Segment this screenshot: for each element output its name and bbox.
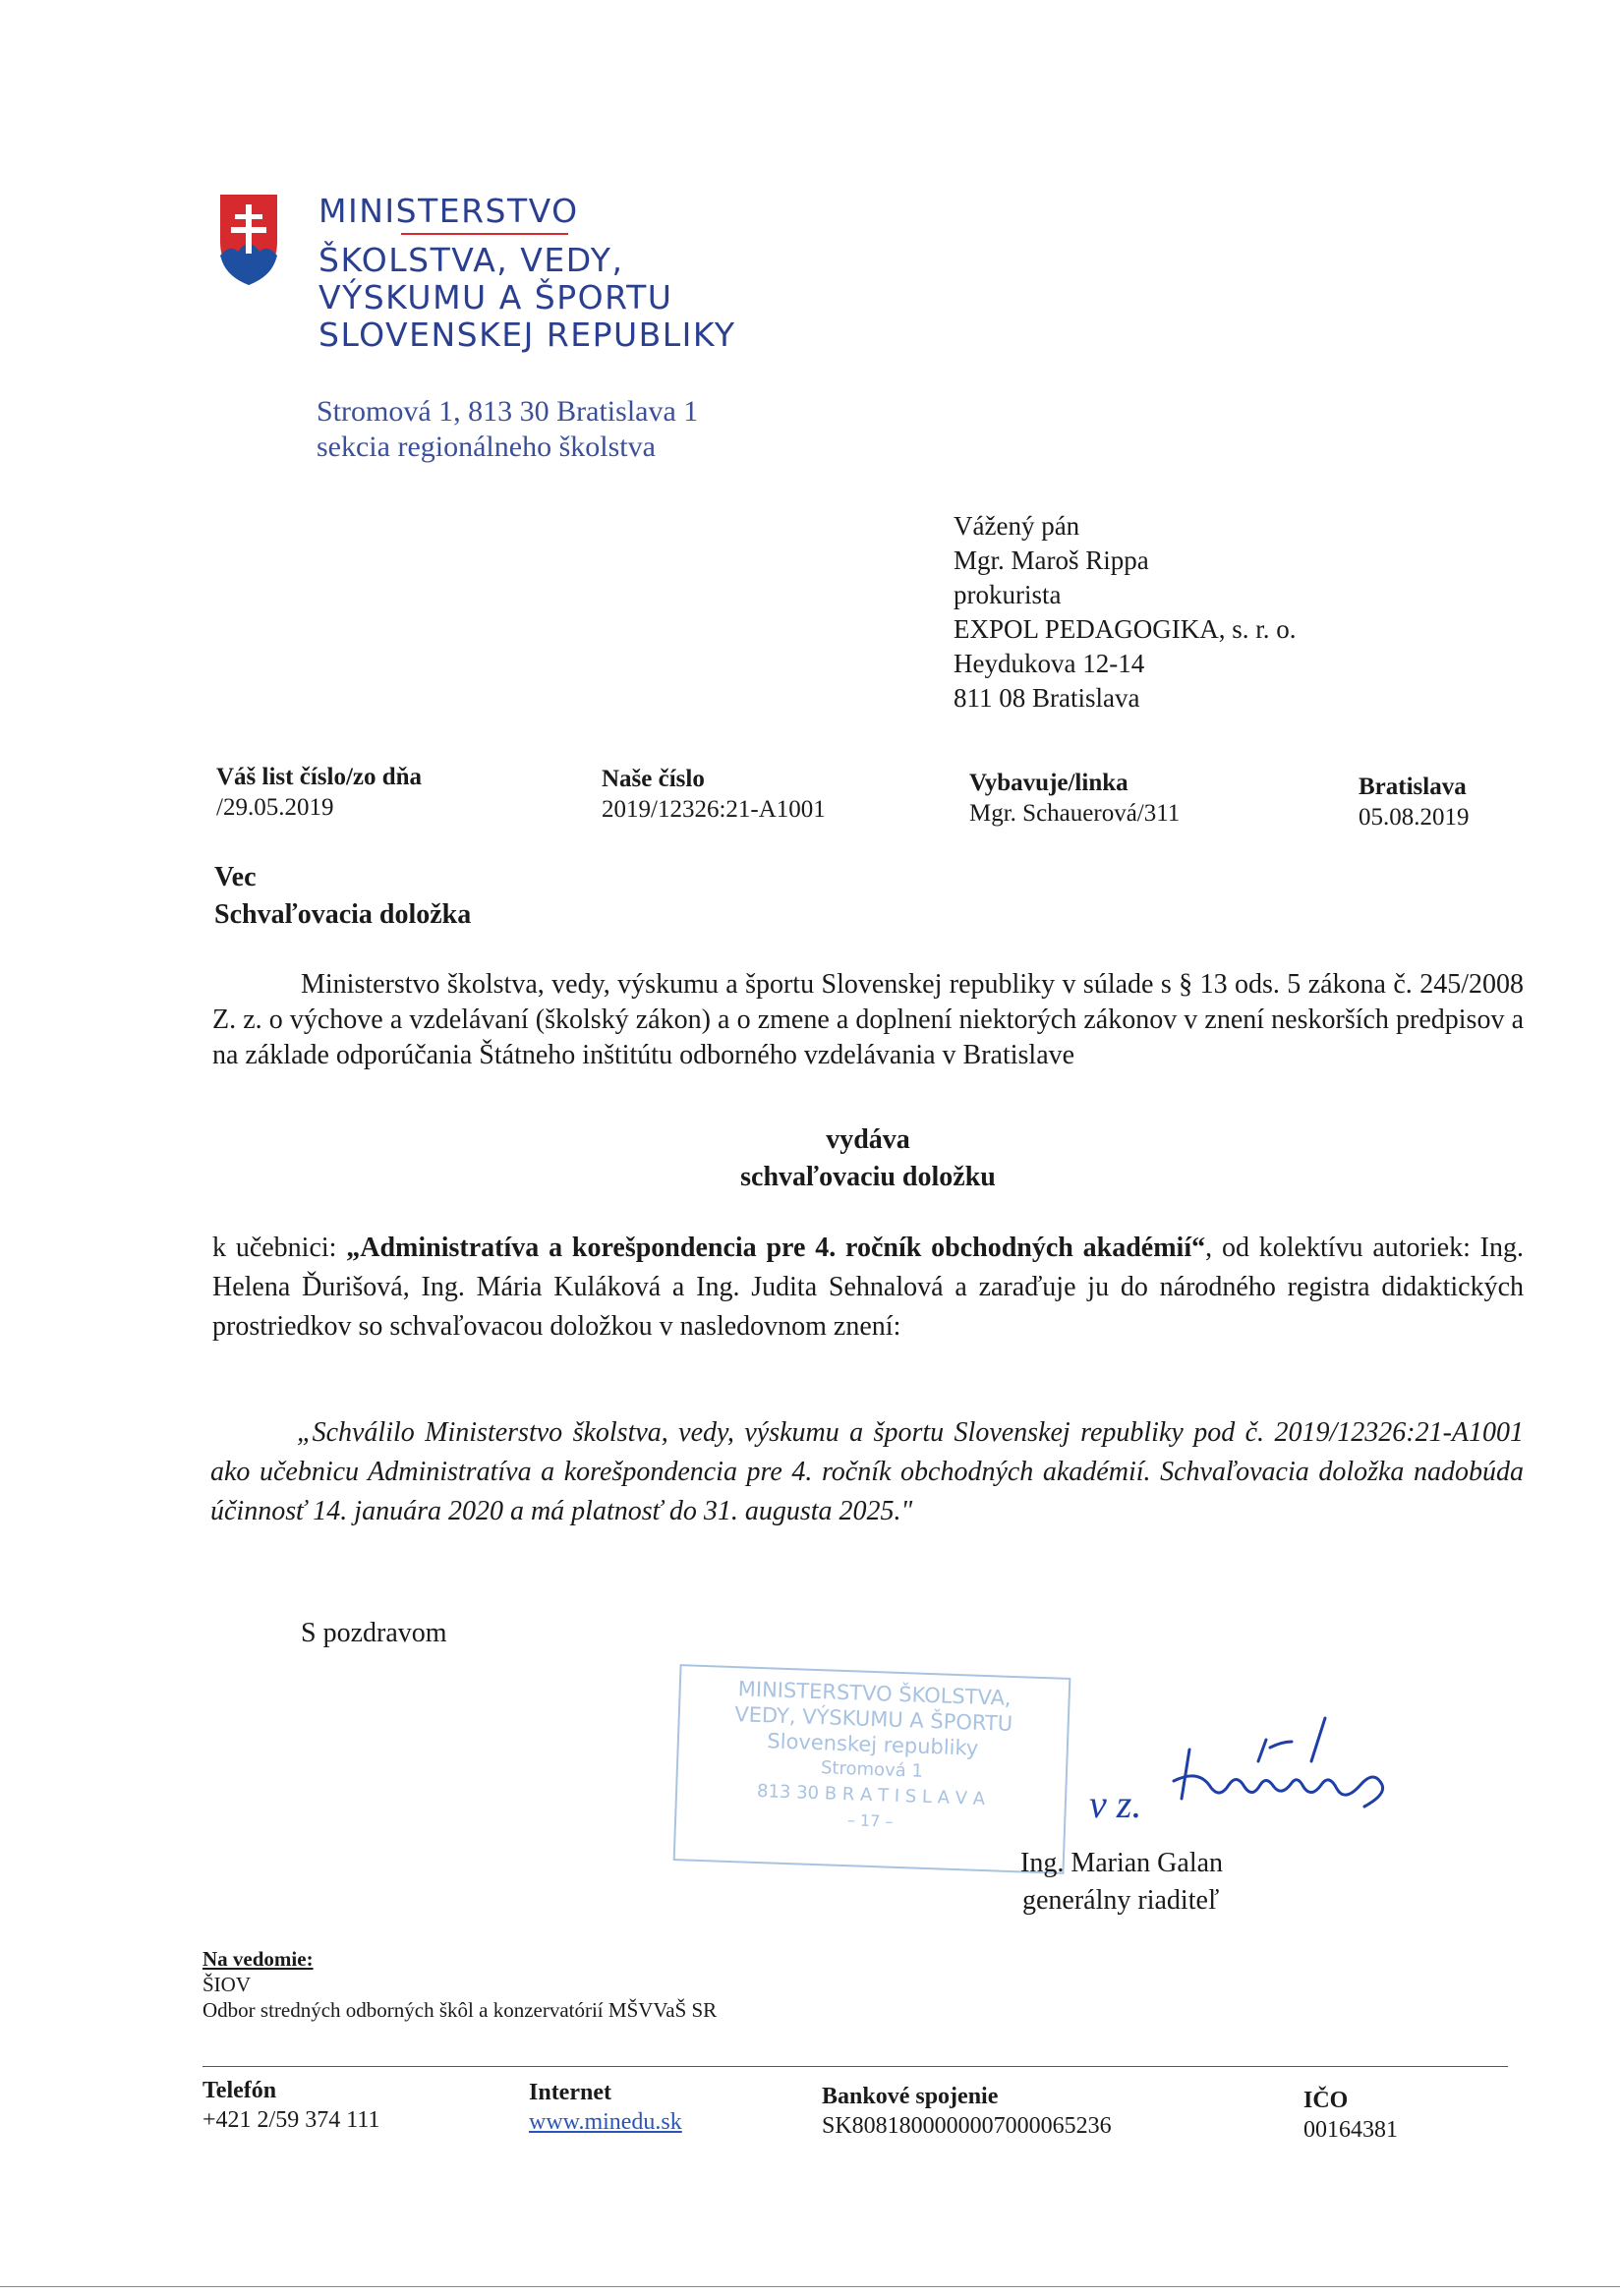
signature-prefix: v z. — [1089, 1782, 1142, 1826]
stamp-line3: Slovenskej republiky — [767, 1729, 979, 1760]
recipient-role: prokurista — [954, 580, 1062, 609]
footer-ico — [1303, 2086, 1398, 2145]
footer-phone — [202, 2076, 379, 2135]
stamp-line5: 813 30 B R A T I S L A V A — [756, 1780, 986, 1810]
page-bottom-edge — [0, 2286, 1620, 2287]
footer-internet — [529, 2078, 682, 2137]
recipient-salutation: Vážený pán — [954, 511, 1080, 541]
handwritten-signature — [1168, 1691, 1404, 1828]
stamp-line1: MINISTERSTVO ŠKOLSTVA, — [737, 1677, 1012, 1710]
textbook-title: „Administratíva a korešpondencia pre 4. ročník obchodných akadémií“ — [346, 1233, 1206, 1263]
stamp-line4: Stromová 1 — [820, 1757, 924, 1782]
approval-quote — [210, 1413, 1524, 1531]
ref-our-number-value: 2019/12326:21-A1001 — [602, 796, 826, 823]
textbook-paragraph — [212, 1229, 1524, 1347]
signatory-name: Ing. Marian Galan — [1020, 1848, 1224, 1878]
approval-quote-text: „Schválilo Ministerstvo školstva, vedy, výskumu a športu Slovenskej republiky pod č. 2019/12326:21-A1001 ako učebnicu Administratíva a korešpondencia pre 4. ročník obchodných akadémií. Schvaľovacia doložka nadobúda účinnosť 14. januára 2020 a má platnosť do 31. augusta 2025." — [210, 1417, 1524, 1526]
signatory-title: generálny riaditeľ — [1022, 1885, 1220, 1916]
ref-handled-by-label: Vybavuje/linka — [969, 770, 1128, 796]
footer-ico-value: 00164381 — [1303, 2117, 1398, 2143]
subject-block — [214, 859, 471, 934]
ref-handled-by-value: Mgr. Schauerová/311 — [969, 800, 1181, 827]
recipient-city: 811 08 Bratislava — [954, 683, 1140, 713]
recipient-company: EXPOL PEDAGOGIKA, s. r. o. — [954, 614, 1297, 644]
ministry-section: sekcia regionálneho školstva — [317, 430, 656, 463]
footer-internet-label: Internet — [529, 2080, 611, 2105]
cc-label: Na vedomie: — [202, 1947, 314, 1971]
approval-clause-heading: schvaľovaciu doložku — [740, 1162, 996, 1192]
recipient-block — [954, 509, 1406, 716]
stamp-line6: – 17 – — [846, 1810, 894, 1831]
ref-place-label: Bratislava — [1359, 774, 1467, 800]
letterhead — [218, 193, 769, 370]
footer-ico-label: IČO — [1303, 2088, 1349, 2113]
textbook-prefix: k učebnici: — [212, 1233, 347, 1263]
textbook-rest: , od kolektívu autoriek: Ing. Helena Ďurišová, Ing. Mária Kuláková a Ing. Judita Sehnalová a zaraďuje ju do národného registra didaktických prostriedkov so schvaľovacou doložkou v nasledovnom znení: — [212, 1233, 1525, 1342]
ref-your-letter-value: /29.05.2019 — [216, 794, 334, 821]
footer-bank-value: SK8081800000007000065236 — [822, 2113, 1112, 2139]
ministry-name-line3: VÝSKUMU A ŠPORTU — [318, 278, 673, 316]
footer-divider — [202, 2066, 1508, 2067]
footer-phone-value: +421 2/59 374 111 — [202, 2107, 380, 2133]
logo-underline — [401, 233, 568, 235]
ministry-name-line4: SLOVENSKEJ REPUBLIKY — [318, 316, 736, 354]
official-stamp — [673, 1664, 1071, 1874]
cc-item: ŠIOV — [202, 1973, 252, 1996]
footer-bank-label: Bankové spojenie — [822, 2084, 999, 2109]
recipient-street: Heydukova 12-14 — [954, 649, 1145, 678]
closing-greeting: S pozdravom — [301, 1618, 447, 1648]
ref-your-letter-label: Váš list číslo/zo dňa — [216, 764, 423, 790]
cc-item: Odbor stredných odborných škôl a konzervatórií MŠVVaŠ SR — [202, 1998, 718, 2022]
ministry-name-line2: ŠKOLSTVA, VEDY, — [318, 241, 624, 279]
intro-paragraph — [212, 967, 1524, 1073]
ref-our-number-label: Naše číslo — [602, 766, 705, 792]
ministry-address: Stromová 1, 813 30 Bratislava 1 — [317, 395, 699, 428]
cc-block — [202, 1946, 717, 2023]
ref-date-value: 05.08.2019 — [1359, 804, 1470, 831]
ministry-name-line1: MINISTERSTVO — [318, 192, 579, 230]
ref-your-letter — [216, 763, 422, 824]
stamp-line2: VEDY, VÝSKUMU A ŠPORTU — [733, 1702, 1013, 1736]
footer-website-link[interactable]: www.minedu.sk — [529, 2109, 682, 2135]
intro-text: Ministerstvo školstva, vedy, výskumu a športu Slovenskej republiky v súlade s § 13 ods. 5 zákona č. 245/2008 Z. z. o výchove a vzdelávaní (školský zákon) a o zmene a doplnení niektorých zákonov v znení neskorších predpisov a na základe odporúčania Štátneho inštitútu odborného vzdelávania v Bratislave — [212, 969, 1524, 1070]
issues-word: vydáva — [826, 1124, 910, 1155]
ref-place-date — [1359, 773, 1470, 833]
slovak-crest-icon — [218, 193, 279, 287]
subject-title: Schvaľovacia doložka — [214, 899, 472, 930]
footer-phone-label: Telefón — [202, 2078, 277, 2103]
subject-label: Vec — [214, 862, 257, 892]
ref-our-number — [602, 765, 826, 826]
footer-bank — [822, 2082, 1112, 2141]
recipient-name: Mgr. Maroš Rippa — [954, 545, 1149, 575]
ref-handled-by — [969, 769, 1180, 830]
